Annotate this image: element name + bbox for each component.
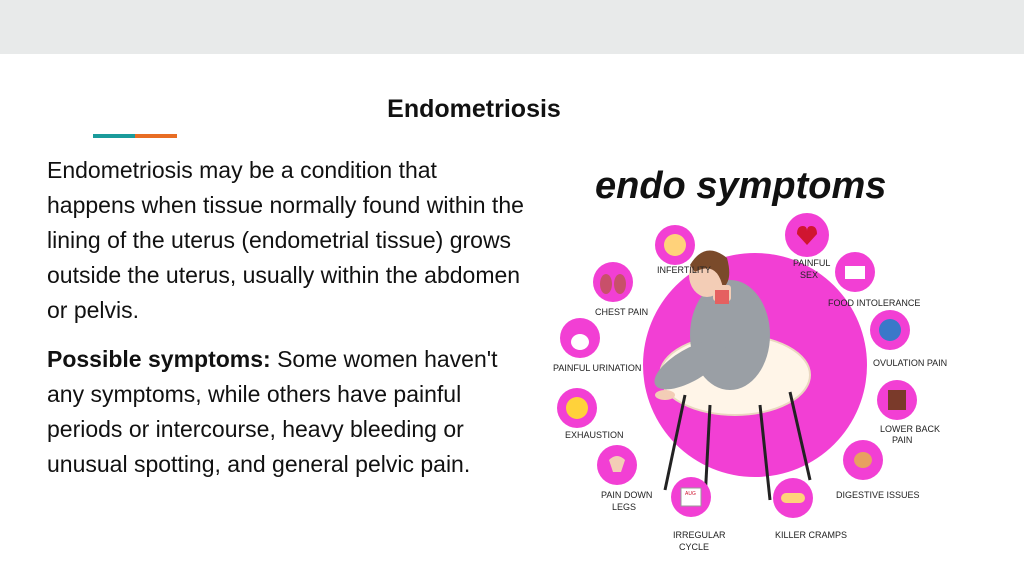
label-painful-sex-2: SEX	[800, 270, 819, 280]
sleepy-face-icon	[557, 388, 597, 428]
symptoms-label: Possible symptoms:	[47, 346, 271, 372]
bandage-icon	[773, 478, 813, 518]
title-accent-bar	[93, 134, 177, 138]
pot-icon	[835, 252, 875, 292]
label-lower-back-pain-2: PAIN	[892, 435, 913, 445]
legs-icon	[597, 445, 637, 485]
label-killer-cramps: KILLER CRAMPS	[775, 530, 848, 540]
label-infertility: INFERTILITY	[657, 265, 711, 275]
illustration-heading: endo symptoms	[595, 165, 887, 207]
slide-title: Endometriosis	[387, 95, 561, 123]
label-pain-down-legs-1: PAIN DOWN	[601, 490, 653, 500]
accent-bar-teal	[93, 134, 135, 138]
symptoms-text: Some women haven't any symptoms, while others have painful periods or intercourse, heavy bleeding or unusual spotting, and general pelvic pain.	[47, 346, 498, 477]
label-pain-down-legs-2: LEGS	[612, 502, 637, 512]
label-painful-urination: PAINFUL URINATION	[553, 363, 642, 373]
label-chest-pain: CHEST PAIN	[595, 307, 649, 317]
calendar-month: AUG	[685, 491, 696, 497]
label-painful-sex-1: PAINFUL	[793, 258, 831, 268]
stomach-icon	[843, 440, 883, 480]
symptoms-paragraph	[47, 342, 525, 482]
endo-symptoms-illustration	[545, 160, 948, 560]
top-banner	[0, 0, 1024, 54]
label-food-intolerance: FOOD INTOLERANCE	[828, 298, 921, 308]
accent-bar-orange	[135, 134, 177, 138]
toilet-icon	[560, 318, 600, 358]
label-irregular-cycle-2: CYCLE	[679, 542, 710, 552]
label-digestive-issues: DIGESTIVE ISSUES	[836, 490, 920, 500]
ovulation-icon	[870, 310, 910, 350]
calendar-icon	[671, 477, 711, 517]
definition-paragraph: Endometriosis may be a condition that happens when tissue normally found within the lining of the uterus (endometrial tissue) grows outside the uterus, usually within the abdomen or pelvis.	[47, 157, 524, 323]
chair-back-icon	[877, 380, 917, 420]
heart-icon	[785, 213, 829, 257]
infertility-icon	[655, 225, 695, 265]
lungs-icon	[593, 262, 633, 302]
label-irregular-cycle-1: IRREGULAR	[673, 530, 726, 540]
label-exhaustion: EXHAUSTION	[565, 430, 624, 440]
slide-body	[47, 153, 525, 496]
label-ovulation-pain: OVULATION PAIN	[873, 358, 948, 368]
label-lower-back-pain-1: LOWER BACK	[880, 424, 941, 434]
